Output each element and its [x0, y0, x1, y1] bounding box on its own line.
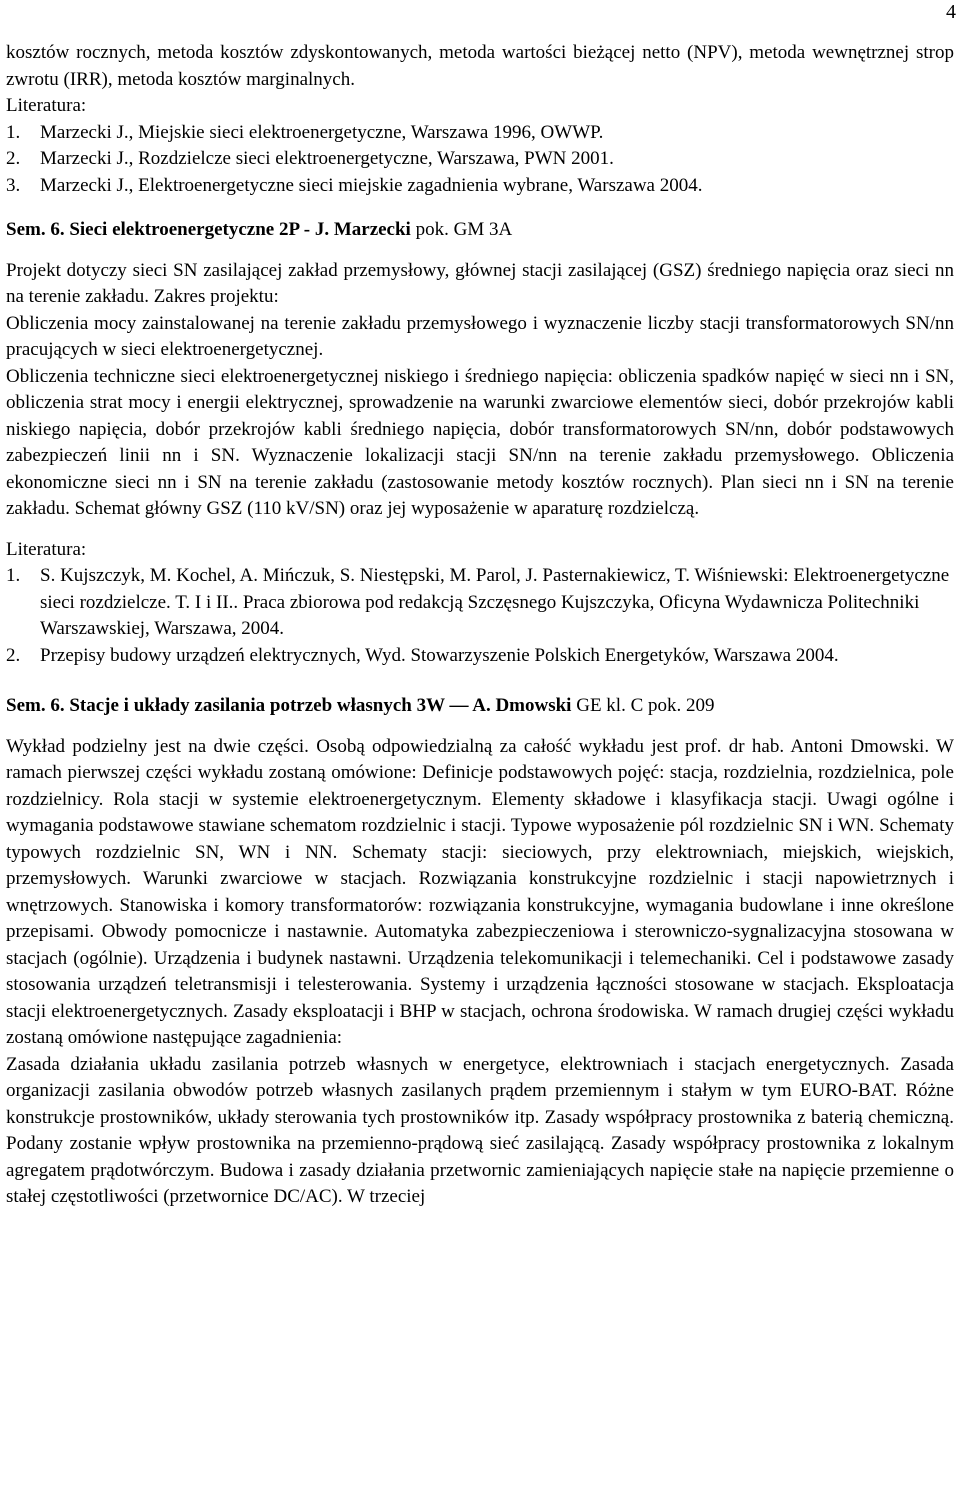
course-label: Sem. 6. [6, 219, 65, 240]
course-heading-2 [6, 693, 954, 720]
item-number: 1. [6, 121, 21, 143]
item-number: 1. [6, 565, 21, 586]
course-paragraph: Obliczenia techniczne sieci elektroenergetycznej niskiego i średniego napięcia: obliczenia spadków napięć w sieci nn i SN, obliczenia strat mocy i energii elektrycznej, sprowadzenie na warunki zwarciowe elementów sieci, dobór przekrojów kabli niskiego napięcia, dobór przekrojów kabli średniego napięcia, dobór transformatorowych SN/nn, dobór podstawowych zabezpieczeń linii nn i SN. Wyznaczenie lokalizacji stacji SN/nn na terenie zakładu przemysłowego. Obliczenia ekonomiczne sieci nn i SN na terenie zakładu (zastosowanie metody kosztów rocznych). Plan sieci nn i SN na terenie zakładu. Schemat główny GSZ (110 kV/SN) oraz jej wyposażenie w aparaturę rozdzielczą. [6, 365, 954, 519]
item-number: 3. [6, 174, 21, 196]
literature-heading-1: Literatura: [6, 95, 87, 116]
course-paragraph: Wykład podzielny jest na dwie części. Osobą odpowiedzialną za całość wykładu jest prof. dr hab. Antoni Dmowski. W ramach pierwszej części wykładu zostaną omówione: Definicje podstawowych pojęć: stacja, rozdzielnia, rozdzielnica, pole rozdzielnicy. Rola stacji w systemie elektroenergetycznym. Elementy składowe i klasyfikacja stacji. Uwagi ogólne i wymagania podstawowe stawiane schematom rozdzielnic i stacji. Typowe wyposażenie pól rozdzielnic SN i WN. Schematy typowych rozdzielnic SN, WN i NN. Schematy stacji: sieciowych, przy elektrowniach, miejskich, wiejskich, przemysłowych. Warunki zwarciowe w stacjach. Rozwiązania konstrukcyjne rozdzielnic i stacji napowietrznych i wnętrzowych. Stanowiska i komory transformatorów: rozwiązania konstrukcyjne, wymagania budowlane i inne określone przepisami. Obwody pomocnicze i nastawnie. Automatyka zabezpieczeniowa i sterowniczo-sygnalizacyjna stosowana w stacjach (ogólnie). Urządzenia i budynek nastawni. Urządzenia telekomunikacji i telemechaniki. Cel i podstawowe zasady stosowania urządzeń teletransmisji i telesterowania. Systemy i urządzenia łączności stosowane w stacjach. Eksploatacja stacji elektroenergetycznych. Zasady eksploatacji i BHP w stacjach, ochrona środowiska. W ramach drugiej części wykładu zostaną omówione następujące zagadnienia: [6, 735, 954, 1048]
item-text: S. Kujszczyk, M. Kochel, A. Mińczuk, S. Niestępski, M. Parol, J. Pasternakiewicz, T. Wiśniewski: Elektroenergetyczne sieci rozdzielcze. T. I i II.. Praca zbiorowa pod redakcją Szczęsnego Kujszczyka, Oficyna Wydawnicza Politechniki Warszawskiej, Warszawa, 2004. [40, 565, 950, 639]
course-title: Sieci elektroenergetyczne 2P - J. Marzecki [69, 219, 411, 240]
literature-item [6, 643, 954, 670]
course-paragraph: Zasada działania układu zasilania potrzeb własnych w energetyce, elektrowniach i stacjach energetycznych. Zasada organizacji zasilania obwodów potrzeb własnych zasilanych prądem przemiennym i stałym w tym EURO-BAT. Różne konstrukcje prostowników, układy sterowania tych prostowników itp. Zasady współpracy prostownika z baterią chemiczną. Podany zostanie wpływ prostownika na przemienno-prądową sieć zasilającą. Zasady współpracy prostownika z lokalnym agregatem prądotwórczym. Budowa i zasady działania przetwornic zamieniających napięcie stałe na napięcie przemienne o stałej częstotliwości (przetwornice DC/AC). W trzeciej [6, 1053, 954, 1207]
literature-item [6, 146, 954, 173]
item-text: Marzecki J., Elektroenergetyczne sieci miejskie zagadnienia wybrane, Warszawa 2004. [40, 174, 703, 196]
intro-paragraph: kosztów rocznych, metoda kosztów zdyskontowanych, metoda wartości bieżącej netto (NPV), metoda wewnętrznej strop zwrotu (IRR), metoda kosztów marginalnych. [6, 42, 954, 90]
literature-list-2 [6, 563, 954, 669]
course-label: Sem. 6. [6, 695, 65, 716]
item-number: 2. [6, 644, 21, 666]
page-number: 4 [946, 1, 956, 23]
literature-list-1 [6, 120, 954, 200]
literature-item [6, 120, 954, 147]
course-title: Stacje i układy zasilania potrzeb własnych 3W — A. Dmowski [69, 695, 572, 716]
course-paragraph: Projekt dotyczy sieci SN zasilającej zakład przemysłowy, głównej stacji zasilającej (GSZ) średniego napięcia oraz sieci nn na terenie zakładu. Zakres projektu: [6, 259, 954, 307]
item-text: Marzecki J., Rozdzielcze sieci elektroenergetyczne, Warszawa, PWN 2001. [40, 148, 614, 169]
course-heading-1 [6, 217, 954, 244]
literature-item [6, 173, 954, 200]
item-number: 2. [6, 148, 21, 169]
item-text: Marzecki J., Miejskie sieci elektroenergetyczne, Warszawa 1996, OWWP. [40, 121, 604, 143]
document-page [6, 0, 954, 1211]
course-room: pok. GM 3A [415, 219, 513, 240]
course-paragraph: Obliczenia mocy zainstalowanej na terenie zakładu przemysłowego i wyznaczenie liczby stacji transformatorowych SN/nn pracujących w sieci elektroenergetycznej. [6, 312, 954, 360]
literature-heading-2: Literatura: [6, 538, 87, 560]
course-room: GE kl. C pok. 209 [576, 695, 715, 716]
literature-item [6, 563, 954, 643]
item-text: Przepisy budowy urządzeń elektrycznych, Wyd. Stowarzyszenie Polskich Energetyków, Warszawa 2004. [40, 644, 839, 666]
